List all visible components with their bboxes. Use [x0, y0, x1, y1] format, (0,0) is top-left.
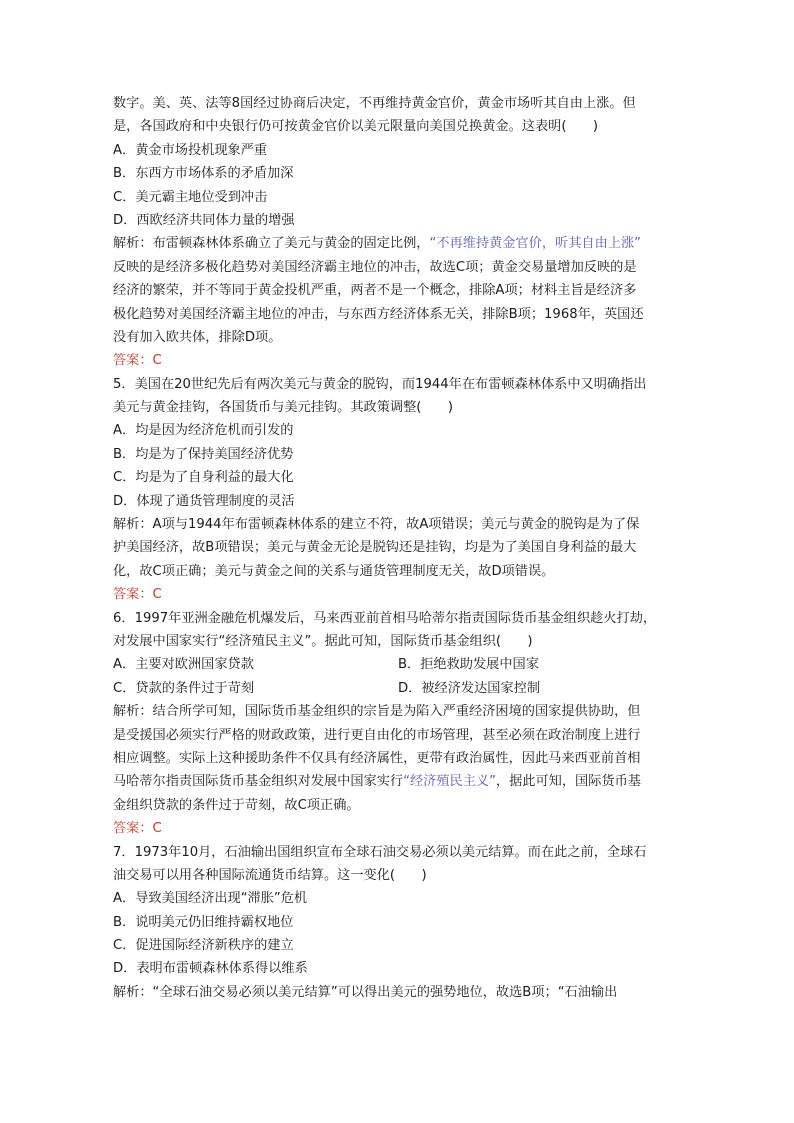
q7-stem-line-2: 油交易可以用各种国际流通货币结算。这一变化( ) — [113, 867, 427, 883]
q6-analysis-line-5: 金组织贷款的条件过于苛刻，故C项正确。 — [113, 797, 360, 813]
q5-analysis-line-2: 护美国经济，故B项错误；美元与黄金无论是脱钩还是挂钩，均是为了美国自身利益的最大 — [113, 540, 637, 556]
q4-analysis-line-2: 反映的是经济多极化趋势对美国经济霸主地位的冲击，故选C项；黄金交易量增加反映的是 — [113, 259, 637, 275]
q6-option-b: B．拒绝救助发展中国家 — [398, 657, 539, 673]
q6-answer: 答案：C — [113, 821, 162, 837]
q4-option-b: B．东西方市场体系的矛盾加深 — [113, 166, 294, 182]
q7-stem-line-1: 7．1973年10月，石油输出国组织宣布全球石油交易必须以美元结算。而在此之前，全球石 — [113, 844, 647, 860]
q4-analysis-quote: “不再维持黄金官价，听其自由上涨” — [429, 236, 641, 252]
q5-stem-line-1: 5．美国在20世纪先后有两次美元与黄金的脱钩，而1944年在布雷顿森林体系中又明确指出 — [113, 376, 647, 392]
q7-analysis-line-1: 解析：“全球石油交易必须以美元结算”可以得出美元的强势地位，故选B项；“石油输出 — [113, 984, 618, 1000]
q4-option-a: A．黄金市场投机现象严重 — [113, 142, 268, 158]
q6-option-a: A．主要对欧洲国家贷款 — [113, 657, 254, 673]
q7-option-c: C．促进国际经济新秩序的建立 — [113, 938, 294, 954]
q7-option-b: B．说明美元仍旧维持霸权地位 — [113, 914, 294, 930]
q5-option-a: A．均是因为经济危机而引发的 — [113, 423, 294, 439]
q6-stem-line-1: 6．1997年亚洲金融危机爆发后，马来西亚前首相马哈蒂尔指责国际货币基金组织趁火打劫， — [113, 610, 657, 626]
q6-options-row-1 — [113, 653, 683, 676]
q5-option-b: B．均是为了保持美国经济优势 — [113, 446, 294, 462]
q5-option-d: D．体现了通货管理制度的灵活 — [113, 493, 295, 509]
q5-analysis-line-3: 化，故C项正确；美元与黄金之间的关系与通货管理制度无关，故D项错误。 — [113, 563, 555, 579]
q6-analysis-line-4 — [113, 770, 683, 793]
q4-analysis-line-4: 极化趋势对美国经济霸主地位的冲击，与东西方经济体系无关，排除B项；1968年，英国还 — [113, 306, 644, 322]
q7-option-a: A．导致美国经济出现“滞胀”危机 — [113, 891, 308, 907]
q5-analysis-line-1: 解析：A项与1944年布雷顿森林体系的建立不符，故A项错误；美元与黄金的脱钩是为了保 — [113, 517, 640, 533]
q4-analysis-line-1 — [113, 232, 683, 255]
q6-stem-line-2: 对发展中国家实行“经济殖民主义”。据此可知，国际货币基金组织( ) — [113, 633, 533, 649]
q7-option-d: D．表明布雷顿森林体系得以维系 — [113, 961, 308, 977]
q4-analysis-pre: 解析：布雷顿森林体系确立了美元与黄金的固定比例， — [113, 236, 430, 252]
q4-analysis-line-5: 没有加入欧共体，排除D项。 — [113, 329, 282, 345]
q4-option-c: C．美元霸主地位受到冲击 — [113, 189, 268, 205]
q4-answer: 答案：C — [113, 353, 162, 369]
q6-option-c: C．贷款的条件过于苛刻 — [113, 680, 255, 696]
q5-option-c: C．均是为了自身利益的最大化 — [113, 470, 294, 486]
q6-analysis-line-2: 是受援国必须实行严格的财政政策，进行更自由化的市场管理，甚至必须在政治制度上进行 — [113, 727, 641, 743]
q6-analysis-line-1: 解析：结合所学可知，国际货币基金组织的宗旨是为陷入严重经济困境的国家提供协助，但 — [113, 704, 641, 720]
q6-options-row-2 — [113, 677, 683, 700]
document-page — [113, 92, 683, 1004]
q6-analysis-line-3: 相应调整。实际上这种援助条件不仅具有经济属性，更带有政治属性，因此马来西亚前首相 — [113, 750, 641, 766]
q6-analysis-post: ，据此可知，国际货币基 — [495, 774, 641, 790]
q4-stem-line-1: 数字。美、英、法等8国经过协商后决定，不再维持黄金官价，黄金市场听其自由上涨。但 — [113, 96, 636, 111]
q4-option-d: D．西欧经济共同体力量的增强 — [113, 212, 295, 228]
q6-analysis-quote: “经济殖民主义” — [403, 774, 496, 790]
q6-analysis-pre: 马哈蒂尔指责国际货币基金组织对发展中国家实行 — [113, 774, 404, 790]
q4-analysis-line-3: 经济的繁荣，并不等同于黄金投机严重，两者不是一个概念，排除A项；材料主旨是经济多 — [113, 283, 637, 299]
q4-stem-line-2: 是，各国政府和中央银行仍可按黄金官价以美元限量向美国兑换黄金。这表明( ) — [113, 119, 599, 135]
q5-stem-line-2: 美元与黄金挂钩，各国货币与美元挂钩。其政策调整( ) — [113, 400, 453, 416]
q5-answer: 答案：C — [113, 587, 162, 603]
q6-option-d: D．被经济发达国家控制 — [398, 680, 541, 696]
